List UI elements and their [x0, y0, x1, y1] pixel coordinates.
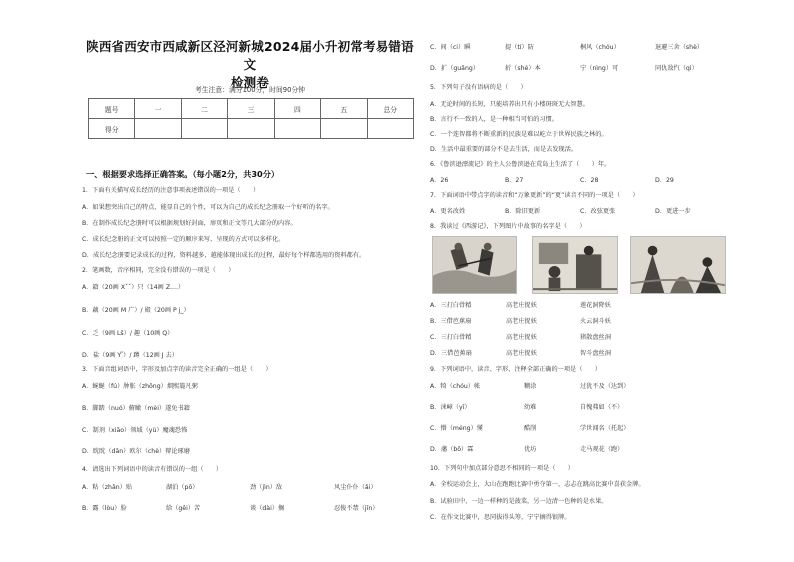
question-10-option-b: B．试验田中，一边一样种的是菠菜，另一边清一色种的是水果。 [430, 498, 608, 505]
question-2-option-a: A．籍（20画 Xˇˇ）只（14画 Z....） [82, 284, 185, 291]
score-cell [228, 119, 274, 139]
option: 高老庄捉妖 [506, 334, 537, 341]
question-2-option-b: B．藕（20画 M 广）/ 殿（20画 P j_） [82, 307, 190, 314]
question-4-options-row [82, 505, 418, 513]
question-3-option-d: D．眈眈（dān）欧尔（chè）辩论琢磨 [82, 448, 190, 455]
score-table-header-row [89, 99, 414, 119]
option: 退避三舍（shè） [655, 44, 704, 51]
option: D．更进一步 [655, 208, 691, 215]
option: 莲花洞降妖 [580, 302, 611, 309]
question-5-option-d: D．生活中最重要的部分不是去生活，而是去发现活。 [430, 146, 578, 153]
score-cell [181, 119, 227, 139]
question-5-option-a: A．无论时间的长短，只能培养出只有小楼斑斑无大智慧。 [430, 101, 589, 108]
option: 走马观花（跑） [580, 446, 624, 453]
option: A．三打白骨精 [430, 302, 472, 309]
question-6: 6．《鲁滨逊漂流记》的主人公鲁滨逊在荒岛上生活了（ ）年。 [430, 161, 611, 168]
story-illustration-2 [532, 236, 618, 294]
score-row-label: 得分 [89, 119, 135, 139]
question-10-option-a: A．全校运动会上，大山在跑跑比赛中勇夺第一，志忐在跳高比赛中喜获金牌。 [430, 481, 645, 488]
paper-title-line: 陕西省西安市西咸新区泾河新城2024届小升初常考易错语文 [86, 39, 414, 72]
question-4-options-row [430, 44, 730, 52]
question-5: 5．下列句子没有语病的是（ ） [430, 84, 527, 91]
question-5-option-b: B．言行不一致的人，是一种相当可怕的习惯。 [430, 116, 558, 123]
question-5-option-c: C．一个连智都将不断重新的民族是难以屹立于世界民族之林的。 [430, 131, 608, 138]
option: D．三借芭蕉扇 [430, 350, 472, 357]
story-illustration-3 [630, 236, 726, 294]
question-3-option-b: B．脚踏（nuó）俯瞰（mèi）遂免书籍 [82, 405, 190, 412]
option: C．改弦更张 [580, 208, 616, 215]
option: 湖泊（pō） [166, 484, 199, 491]
exam-notice: 考生注意：满分100分，时间90分钟 [195, 86, 305, 94]
question-9: 9．下列词语中，读音、字形、注释全部正确的一项是（ ） [430, 366, 601, 373]
option: 提（tí）防 [505, 44, 534, 51]
option: 酷削 [524, 425, 537, 432]
question-4: 4．请选出下列词语中的读音有错误的一组（ ） [82, 466, 223, 473]
option: 劲（jìn）敌 [250, 484, 283, 491]
score-header-cell: 一 [135, 99, 181, 119]
option: B．涞嶂（yī） [430, 404, 471, 411]
question-10-option-c: C．在作文比赛中，思同拔得头筹，宁宁摘得银牌。 [430, 514, 571, 521]
option: 谈（dài）搁 [250, 505, 285, 512]
option: A．26 [430, 177, 449, 184]
option: C．28 [580, 177, 599, 184]
option: 智斗盘丝洞 [580, 350, 611, 357]
option: 高老庄捉妖 [506, 318, 537, 325]
question-4-options-row [82, 484, 418, 492]
option: 同仇敌忾（qì） [655, 65, 698, 72]
option: 优坊 [524, 446, 537, 453]
option: 高老庄捉妖 [506, 302, 537, 309]
score-table [88, 98, 414, 139]
option: 折（shé）本 [505, 65, 541, 72]
question-10: 10．下列句中加点部分意思不相同的一项是（ ） [430, 465, 574, 472]
question-1-option-c: C．成长纪念册的正文可以按照一定的顺序来写，呈现的方式可以多样化。 [82, 236, 285, 243]
section-heading: 一、根据要求选择正确答案。（每小题2分，共30分） [86, 169, 280, 179]
score-cell [274, 119, 320, 139]
question-7: 7．下面词语中带点字的读音和“万象更新”的“更”读音不同的一项是（ ） [430, 192, 639, 199]
score-header-cell: 三 [228, 99, 274, 119]
question-2-option-c: C．乏（9画 Lš）/ 趣（10画 Q） [82, 330, 174, 337]
option: C．三打白骨精 [430, 334, 472, 341]
option: 宁（nìng）可 [580, 65, 619, 72]
question-1-option-b: B．在制作成长纪念册时可以根据规划好封面，扉页和正文等几大部分的内容。 [82, 220, 297, 227]
option: B．露（lòu）脸 [82, 505, 127, 512]
option: D．29 [655, 177, 674, 184]
question-1: 1．下面有关描写成长经历的注意事项表述错误的一项是（ ） [82, 187, 260, 194]
option: 糊涂 [524, 383, 537, 390]
option: C．间（ci）瞬 [430, 44, 471, 51]
option: B．27 [505, 177, 524, 184]
option: A．犄（chóu）帐 [430, 383, 481, 390]
option: 过犹不及（达到） [580, 383, 630, 390]
score-table-score-row [89, 119, 414, 139]
question-7-options [430, 208, 730, 216]
option: 自愧弗如（不） [580, 404, 624, 411]
option: 桐风（chóu） [580, 44, 620, 51]
option: 风尘仆仆（ǎi） [334, 484, 377, 491]
question-3-option-c: C．制剂（xiāo）领域（yù）魔魂恐怖 [82, 427, 188, 434]
question-8-pictures [430, 236, 730, 296]
question-1-option-a: A．如果想突出自己的特点，能显自己的个性，可以为自己的成长纪念册取一个好听的名字。 [82, 204, 334, 211]
question-1-option-d: D．成长纪念册要记录成长的过程，资料越多，越能体现出成长的过程，最好每个样都选用的资料都有。 [82, 252, 366, 259]
score-header-cell: 总分 [367, 99, 413, 119]
story-illustration-1 [432, 236, 517, 294]
score-cell [321, 119, 367, 139]
score-header-cell: 题号 [89, 99, 135, 119]
option: 给（gěi）苦 [166, 505, 201, 512]
question-3: 3．下面音组词语中，字形及加点字的读音完全正确的一组是（ ） [82, 366, 272, 373]
option: 忍俊不禁（jīn） [334, 505, 379, 512]
question-2-option-d: D．盐（9画 Y ̈̈）/ 蹲（12画 J 去） [82, 352, 178, 359]
score-cell [135, 119, 181, 139]
option: C．懵（méng）懂 [430, 425, 483, 432]
option: 幼难 [524, 404, 537, 411]
paper-title-line: 检测卷 [230, 75, 270, 90]
option: 学世闻名（托起） [580, 425, 630, 432]
option: D．藩（bō）霖 [430, 446, 474, 453]
option: A．更名改姓 [430, 208, 466, 215]
option: B．三借芭蕉扇 [430, 318, 472, 325]
option: B．除旧更新 [505, 208, 541, 215]
option: 猪散盘丝洞 [580, 334, 611, 341]
option: 高老庄捉妖 [506, 350, 537, 357]
question-3-option-a: A．蜿蜒（fú）肿胀（zhōng）烟熙簏凡粥 [82, 383, 198, 390]
score-cell [367, 119, 413, 139]
option: D．扩（guǎng） [430, 65, 480, 72]
question-4-options-row [430, 65, 730, 73]
question-8: 8．我读过《西游记》，下列图片中故事的名字是（ ） [430, 223, 586, 230]
score-header-cell: 四 [274, 99, 320, 119]
question-6-options [430, 177, 730, 185]
question-2: 2．笔画数，音序相同，完全没有错误的一项是（ ） [82, 267, 235, 274]
option: 火云洞斗妖 [580, 318, 611, 325]
score-header-cell: 五 [321, 99, 367, 119]
option: A．粘（zhān）贴 [82, 484, 133, 491]
score-header-cell: 二 [181, 99, 227, 119]
